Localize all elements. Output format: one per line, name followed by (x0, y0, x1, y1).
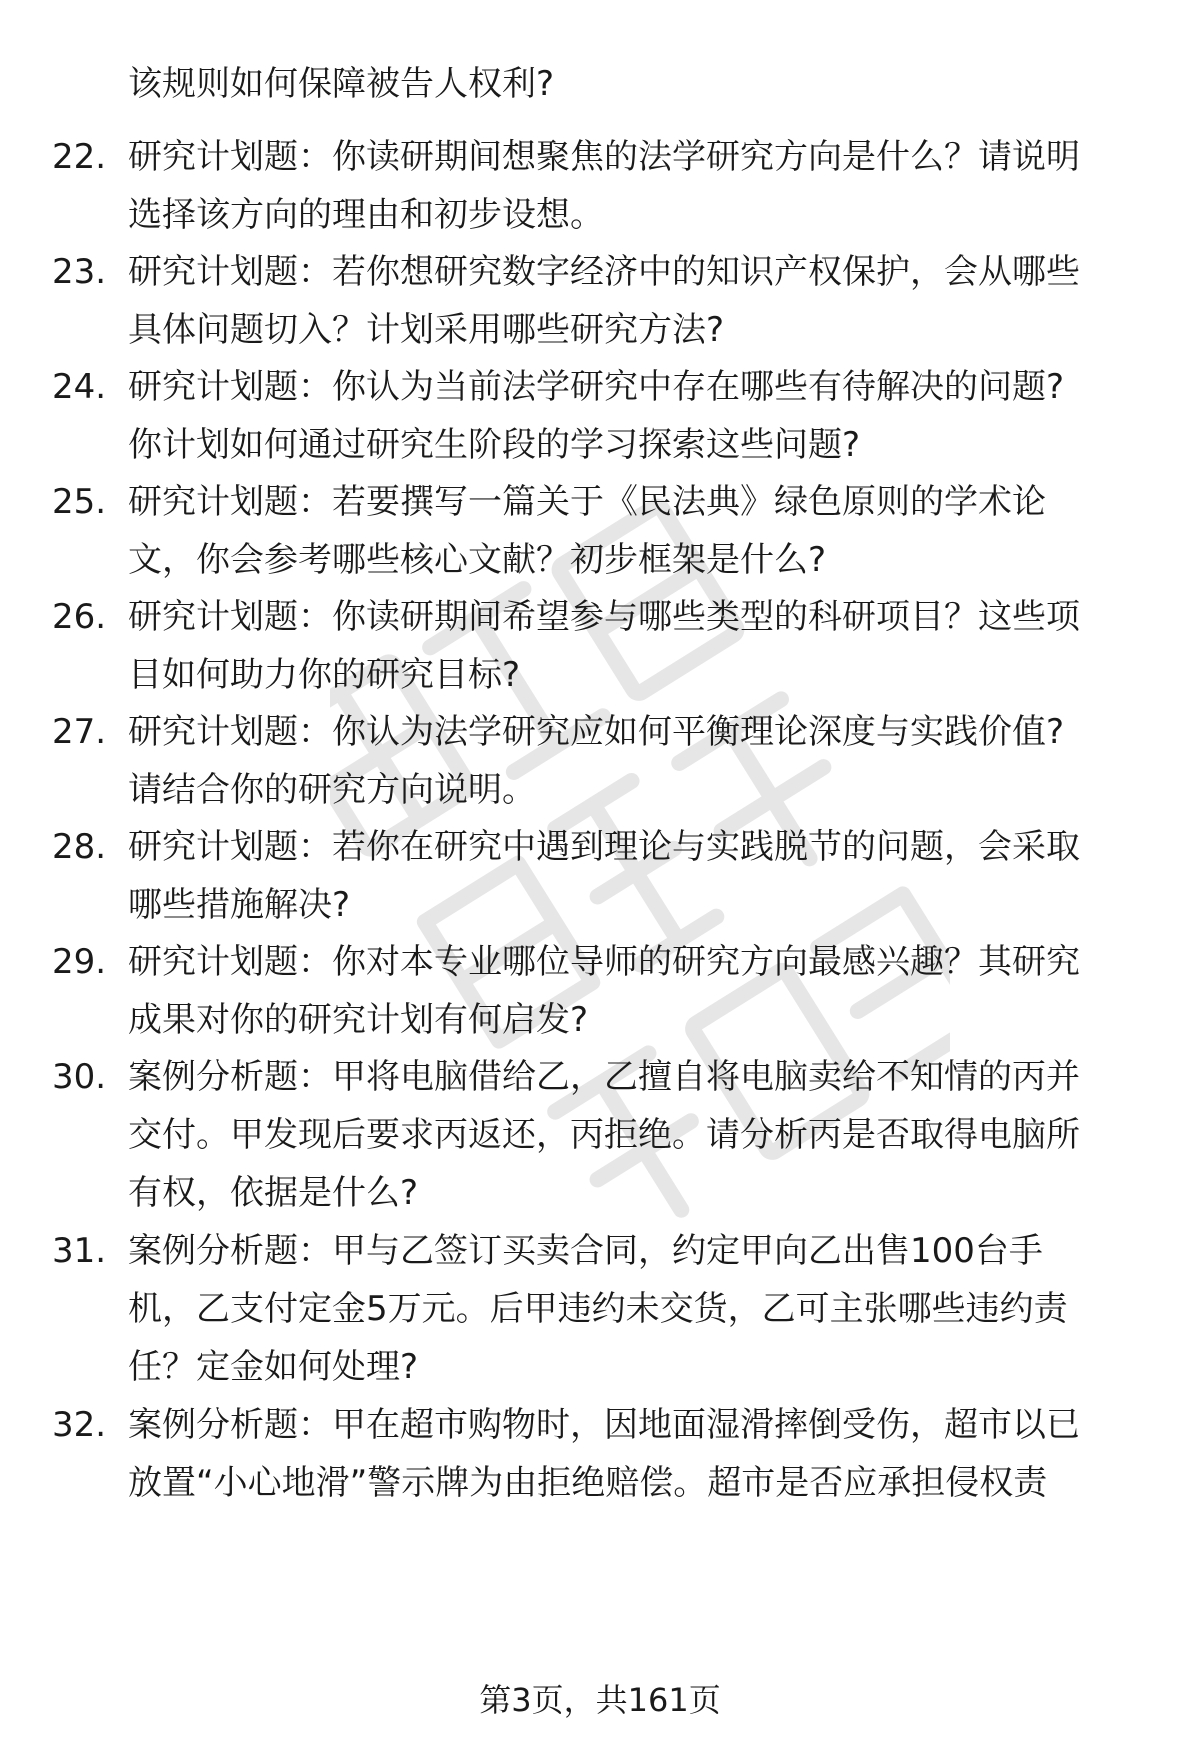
item-line: 研究计划题：若你在研究中遇到理论与实践脱节的问题，会采取 (128, 827, 1080, 867)
item-line: 请结合你的研究方向说明。 (128, 770, 536, 810)
item-text (128, 1396, 1148, 1512)
item-line: 目如何助力你的研究目标? (128, 655, 521, 695)
item-line: 研究计划题：你认为当前法学研究中存在哪些有待解决的问题? (128, 367, 1065, 407)
item-line: 案例分析题：甲与乙签订买卖合同，约定甲向乙出售100台手 (128, 1231, 1043, 1271)
item-text (128, 128, 1148, 244)
item-text (128, 588, 1148, 704)
item-text (128, 933, 1148, 1049)
item-number: 30. (52, 1057, 107, 1097)
item-number: 29. (52, 942, 107, 982)
item-number: 28. (52, 827, 107, 867)
item-line: 哪些措施解决? (128, 885, 351, 925)
item-text (128, 243, 1148, 359)
continuation-line: 该规则如何保障被告人权利? (128, 64, 555, 104)
item-number: 22. (52, 137, 107, 177)
item-number: 23. (52, 252, 107, 292)
item-line: 研究计划题：你读研期间想聚焦的法学研究方向是什么？请说明 (128, 137, 1080, 177)
item-number: 31. (52, 1231, 107, 1271)
item-line: 案例分析题：甲在超市购物时，因地面湿滑摔倒受伤，超市以已 (128, 1405, 1080, 1445)
item-line: 具体问题切入？计划采用哪些研究方法? (128, 310, 725, 350)
item-line: 研究计划题：若要撰写一篇关于《民法典》绿色原则的学术论 (128, 482, 1046, 522)
item-line: 案例分析题：甲将电脑借给乙，乙擅自将电脑卖给不知情的丙并 (128, 1057, 1080, 1097)
item-text (128, 818, 1148, 934)
item-line: 你计划如何通过研究生阶段的学习探索这些问题? (128, 425, 861, 465)
item-line: 任？定金如何处理? (128, 1347, 419, 1387)
item-line: 选择该方向的理由和初步设想。 (128, 195, 604, 235)
item-number: 32. (52, 1405, 107, 1445)
item-number: 27. (52, 712, 107, 752)
item-text (128, 1048, 1148, 1222)
item-text (128, 473, 1148, 589)
item-text (128, 703, 1148, 819)
item-text (128, 1222, 1148, 1396)
item-line: 研究计划题：你对本专业哪位导师的研究方向最感兴趣？其研究 (128, 942, 1080, 982)
item-number: 25. (52, 482, 107, 522)
item-line: 成果对你的研究计划有何启发? (128, 1000, 589, 1040)
item-line: 研究计划题：若你想研究数字经济中的知识产权保护，会从哪些 (128, 252, 1080, 292)
item-line: 交付。甲发现后要求丙返还，丙拒绝。请分析丙是否取得电脑所 (128, 1115, 1080, 1155)
item-line: 研究计划题：你读研期间希望参与哪些类型的科研项目？这些项 (128, 597, 1080, 637)
item-line: 文，你会参考哪些核心文献？初步框架是什么? (128, 540, 827, 580)
item-line: 有权，依据是什么? (128, 1173, 419, 1213)
item-line: 机，乙支付定金5万元。后甲违约未交货，乙可主张哪些违约责 (128, 1289, 1068, 1329)
page-number-footer: 第3页，共161页 (479, 1681, 721, 1719)
item-line: 放置“小心地滑”警示牌为由拒绝赔偿。超市是否应承担侵权责 (128, 1463, 1048, 1503)
item-text (128, 358, 1148, 474)
item-number: 24. (52, 367, 107, 407)
item-number: 26. (52, 597, 107, 637)
item-line: 研究计划题：你认为法学研究应如何平衡理论深度与实践价值? (128, 712, 1065, 752)
